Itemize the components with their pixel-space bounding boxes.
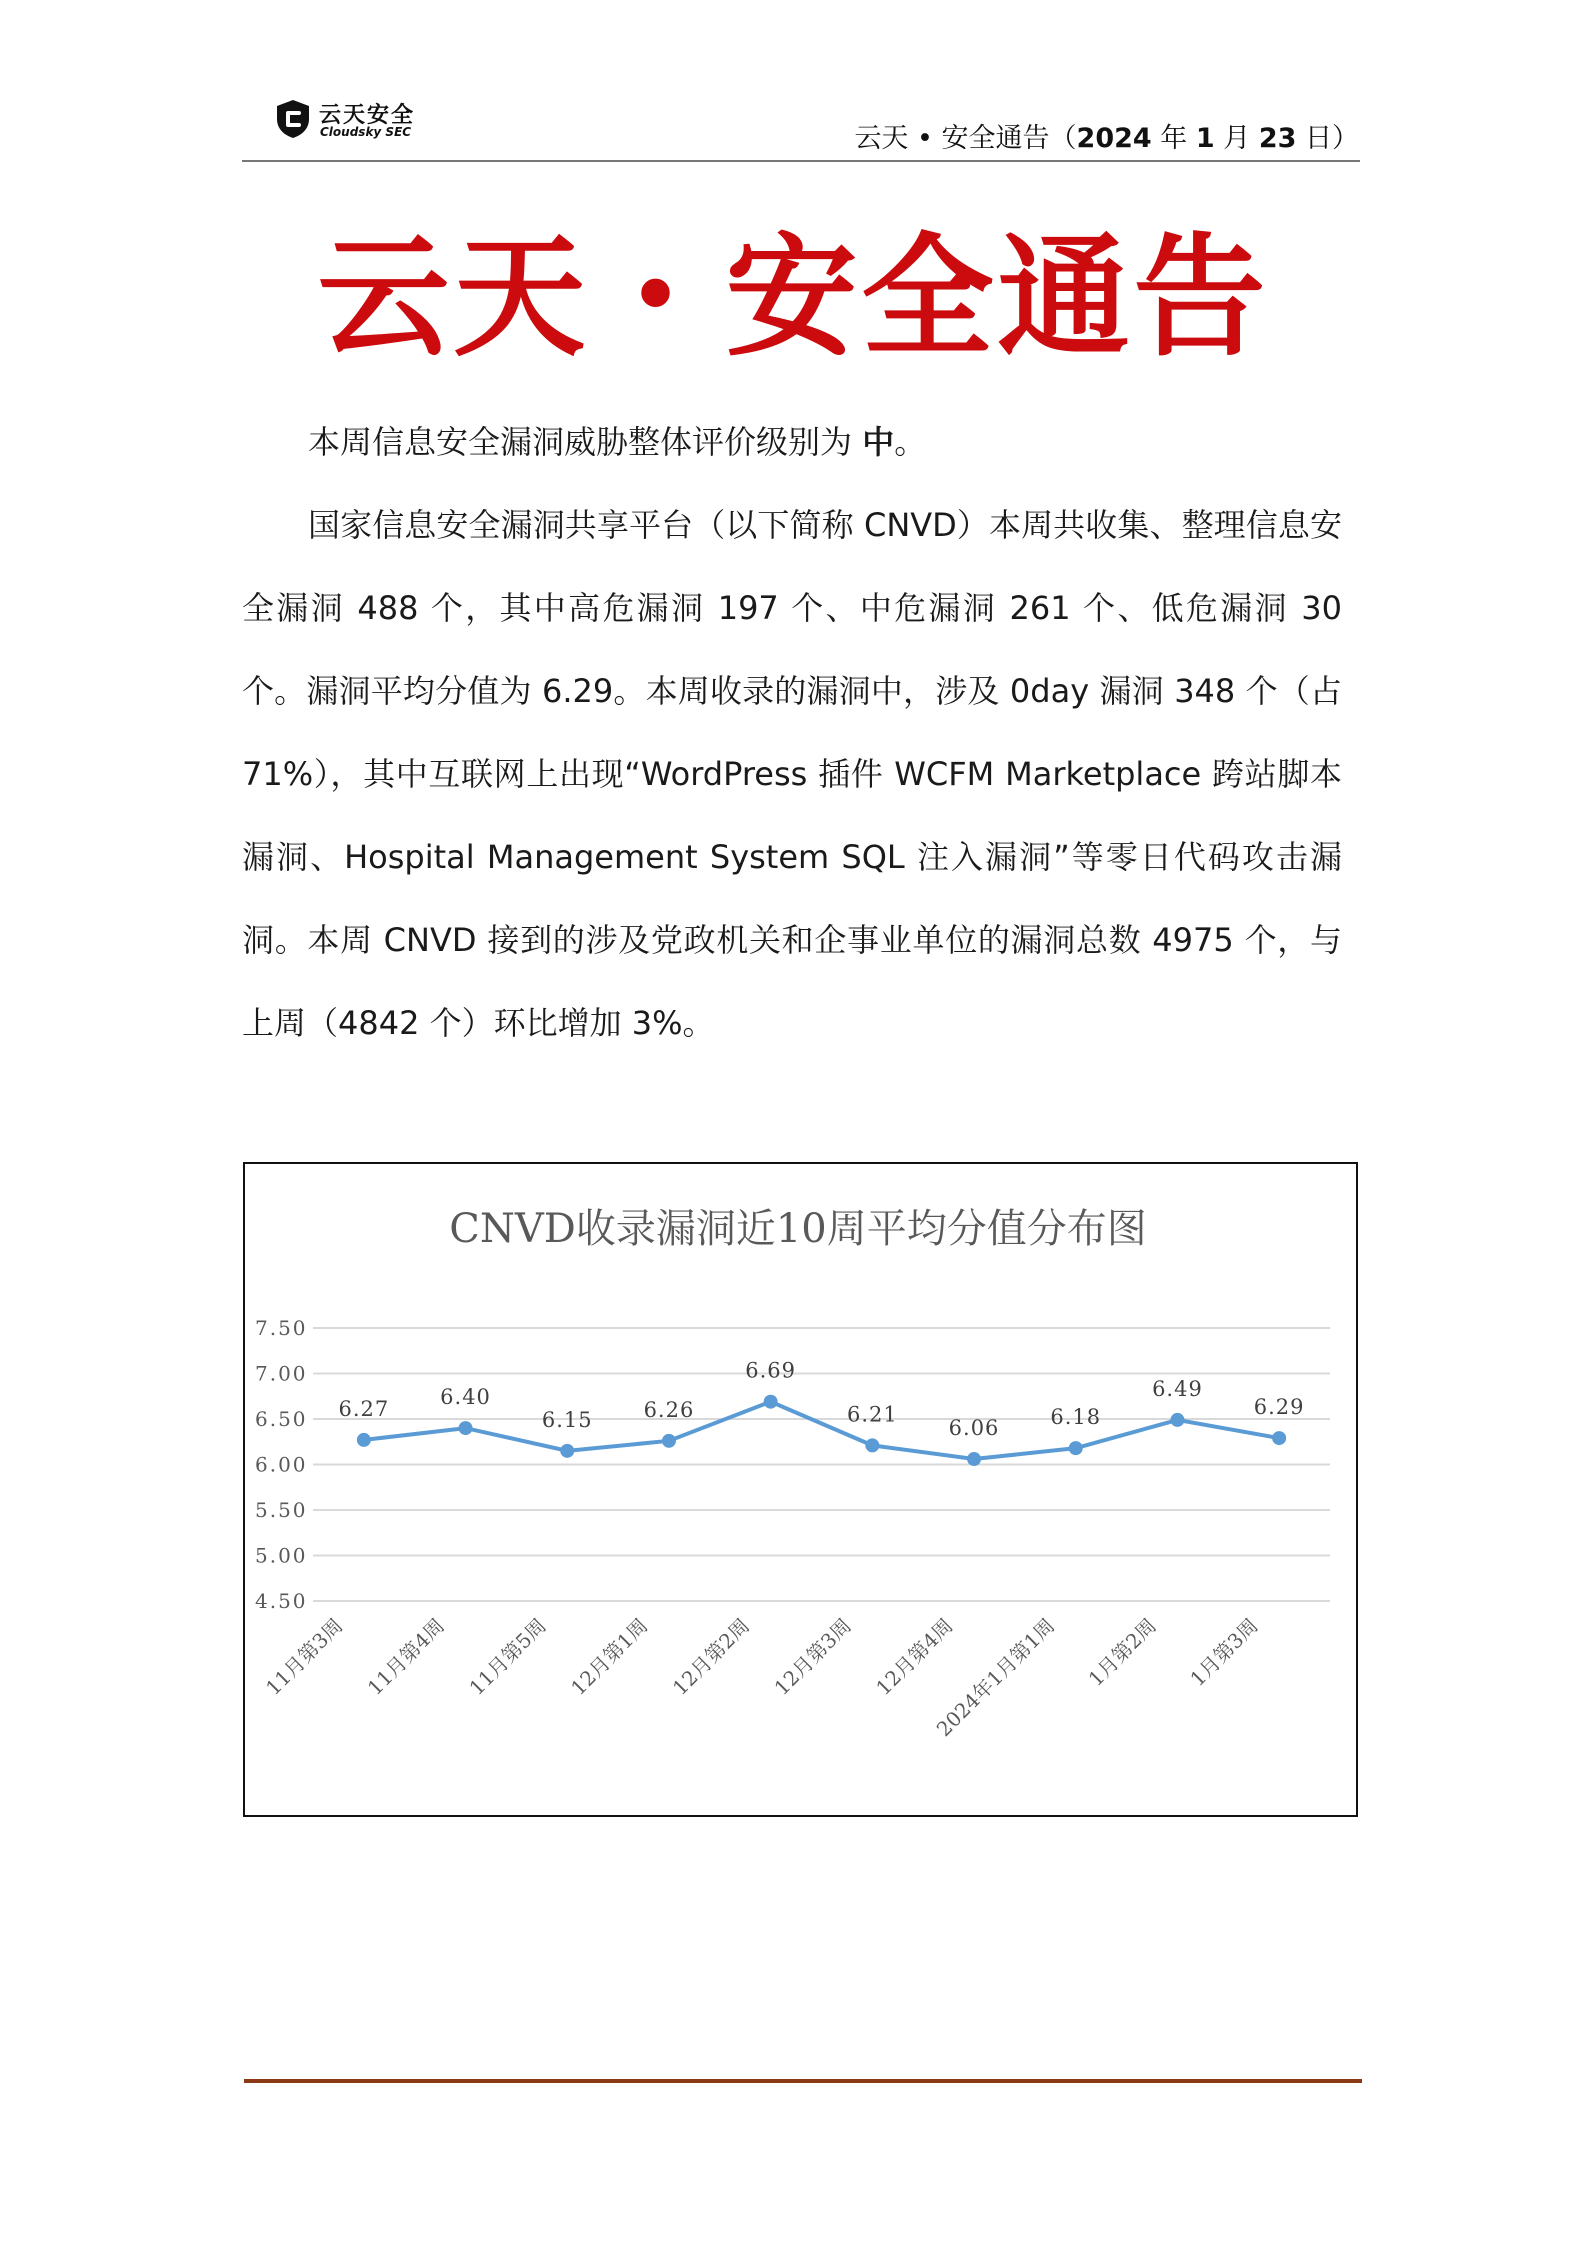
data-value-label: 6.21	[846, 1402, 898, 1427]
data-point	[1170, 1413, 1184, 1427]
x-tick-label: 1月第2周	[1083, 1613, 1161, 1691]
data-value-label: 6.27	[338, 1396, 390, 1421]
data-point	[865, 1438, 879, 1452]
company-logo	[275, 96, 445, 144]
chart-container	[243, 1162, 1358, 1817]
x-tick-label: 11月第3周	[260, 1613, 348, 1700]
header-divider	[242, 160, 1360, 162]
chart-title: CNVD收录漏洞近10周平均分值分布图	[449, 1206, 1147, 1252]
data-value-label: 6.26	[643, 1397, 695, 1422]
data-point	[967, 1452, 981, 1466]
threat-level-value: 中	[862, 423, 895, 461]
shield-logo-icon	[275, 99, 311, 139]
header-day: 23	[1258, 123, 1297, 154]
header-month-suffix: 月	[1214, 123, 1259, 154]
data-point	[662, 1434, 676, 1448]
series-line	[364, 1402, 1279, 1459]
x-tick-label: 12月第4周	[871, 1613, 958, 1700]
data-value-label: 6.29	[1253, 1395, 1305, 1420]
x-tick-label: 12月第1周	[566, 1613, 653, 1700]
header-month: 1	[1195, 123, 1215, 154]
x-tick-label: 11月第5周	[464, 1613, 551, 1700]
data-value-label: 6.49	[1152, 1376, 1203, 1401]
data-point	[560, 1444, 574, 1458]
y-tick-label: 5.00	[255, 1543, 308, 1568]
footer-divider	[244, 2079, 1362, 2083]
header-year-suffix: 年	[1151, 123, 1196, 154]
header-title	[854, 116, 1359, 155]
x-tick-label: 1月第3周	[1185, 1613, 1263, 1691]
y-tick-label: 4.50	[255, 1589, 308, 1613]
data-point	[1272, 1431, 1286, 1445]
data-value-label: 6.69	[745, 1358, 797, 1383]
x-tick-label: 11月第4周	[362, 1613, 450, 1700]
threat-level-end: 。	[894, 423, 927, 461]
bulletin-title: 云天・安全通告	[317, 220, 1270, 375]
data-point	[357, 1433, 371, 1447]
header-title-prefix: 云天 • 安全通告（	[854, 123, 1077, 154]
y-tick-label: 6.50	[255, 1407, 308, 1431]
y-tick-label: 7.50	[255, 1316, 308, 1340]
data-point	[459, 1421, 473, 1435]
header-day-suffix: 日）	[1296, 123, 1359, 154]
x-tick-label: 12月第2周	[667, 1613, 755, 1700]
x-tick-label: 12月第3周	[769, 1613, 856, 1700]
data-value-label: 6.15	[541, 1407, 593, 1432]
data-point	[764, 1395, 778, 1409]
logo-name-en: Cloudsky SEC	[320, 125, 412, 139]
header-year: 2024	[1076, 123, 1152, 154]
x-tick-label: 2024年1月第1周	[931, 1613, 1060, 1742]
summary-paragraph: 国家信息安全漏洞共享平台（以下简称 CNVD）本周共收集、整理信息安全漏洞 488 个，其中高危漏洞 197 个、中危漏洞 261 个、低危漏洞 30 个。漏洞平均分值为 6.29。本周收录的漏洞中，涉及 0day 漏洞 348 个（占 71%），其中互联网上出现“WordPress 插件 WCFM Marketplace 跨站脚本漏洞、Hospital Management System SQL 注入漏洞”等零日代码攻击漏洞。本周 CNVD 接到的涉及党政机关和企事业单位的漏洞总数 4975 个，与上周（4842 个）环比增加 3%。	[242, 506, 1342, 1042]
data-value-label: 6.06	[948, 1416, 1000, 1441]
average-score-line-chart	[245, 1164, 1356, 1815]
threat-level-text: 本周信息安全漏洞威胁整体评价级别为	[308, 423, 863, 461]
data-value-label: 6.40	[440, 1385, 491, 1410]
data-value-label: 6.18	[1050, 1405, 1102, 1430]
y-tick-label: 5.50	[255, 1498, 308, 1522]
logo-name-cn: 云天安全	[319, 103, 416, 128]
y-tick-label: 6.00	[255, 1452, 308, 1477]
y-tick-label: 7.00	[255, 1361, 308, 1386]
data-point	[1069, 1441, 1083, 1455]
threat-level-paragraph	[242, 401, 1342, 484]
